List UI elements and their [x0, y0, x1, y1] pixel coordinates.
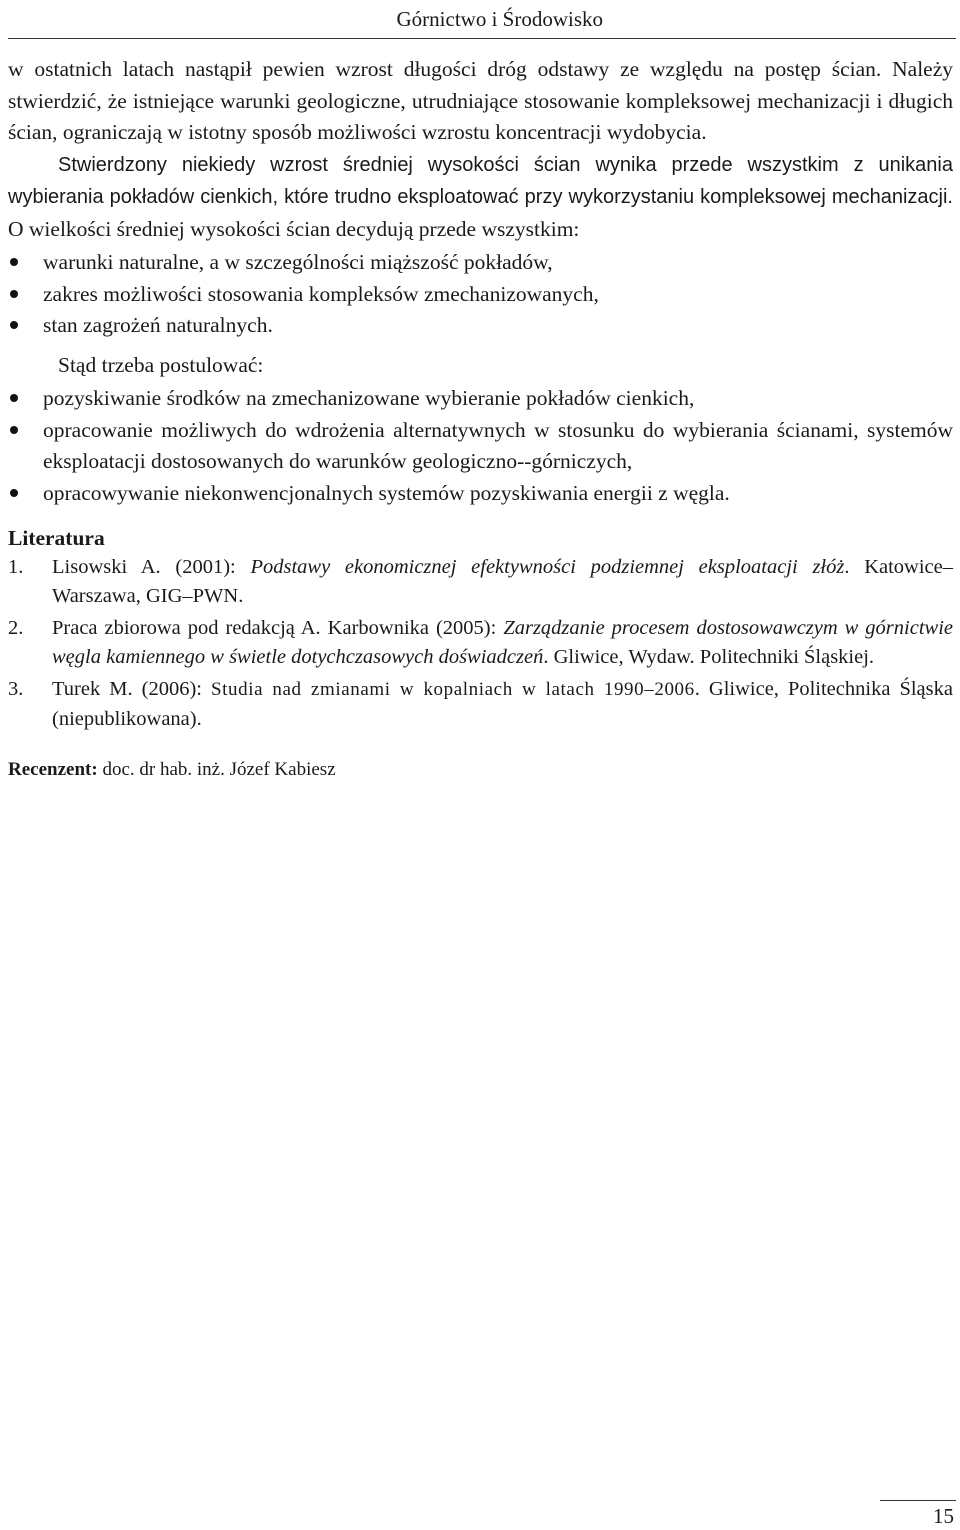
list-item-text: opracowywanie niekonwencjonalnych systemów pozyskiwania energii z węgla. [43, 480, 730, 505]
paragraph-2-serif-part: O wielkości średniej wysokości ścian decydują przede wszystkim: [8, 216, 580, 241]
list-item-text: zakres możliwości stosowania kompleksów zmechanizowanych, [43, 281, 599, 306]
running-header: Górnictwo i Środowisko [396, 7, 603, 31]
reference-number: 1. [8, 556, 24, 578]
reference-publisher: . Gliwice, Politechnika Śląska (niepublikowana). [52, 678, 953, 730]
list-item-text: opracowanie możliwych do wdrożenia alternatywnych w stosunku do wybierania ścianami, systemów eksploatacji dostosowanych do warunków geologiczno--górniczych, [43, 417, 953, 473]
reference-authors: Lisowski A. (2001): [52, 556, 251, 578]
list-item-text: pozyskiwanie środków na zmechanizowane wybieranie pokładów cienkich, [43, 386, 695, 410]
reference-number: 3. [8, 678, 24, 700]
reference-title: Studia nad zmianami w kopalniach w latach 1990–2006 [211, 679, 695, 700]
paragraph-3: Stąd trzeba postulować: [58, 352, 264, 377]
list-item [8, 383, 953, 415]
list-item [8, 247, 953, 279]
reference-item [8, 553, 953, 610]
reference-item [8, 675, 953, 733]
literature-heading: Literatura [8, 526, 105, 550]
reference-publisher: . Katowice–Warszawa, GIG–PWN. [52, 556, 953, 607]
footer-divider [880, 1500, 956, 1501]
reference-item [8, 614, 953, 671]
list-item [8, 415, 953, 478]
reference-title: Podstawy ekonomicznej efektywności podziemnej eksploatacji złóż [250, 556, 845, 578]
reference-publisher: . Gliwice, Wydaw. Politechniki Śląskiej. [543, 645, 875, 668]
page-body [8, 54, 953, 783]
bullet-icon [10, 290, 18, 298]
bullet-icon [10, 426, 18, 434]
paragraph-2 [8, 149, 953, 246]
reviewer-name: doc. dr hab. inż. Józef Kabiesz [97, 759, 336, 780]
reference-list [8, 553, 953, 733]
reference-title: Zarządzanie procesem dostosowawczym w górnictwie węgla kamiennego w świetle dotychczasowych doświadczeń [52, 617, 953, 668]
list-item-text: warunki naturalne, a w szczególności miąższość pokładów, [43, 250, 553, 274]
page-number: 15 [933, 1504, 954, 1528]
bullet-icon [10, 258, 18, 266]
reviewer-label: Recenzent: [8, 759, 98, 780]
paragraph-2-sans-part: Stwierdzony niekiedy wzrost średniej wysokości ścian wynika przede wszystkim z unikania wybierania pokładów cienkich, które trudno eksploatować przy wykorzystaniu kompleksowej mechanizacji. [8, 153, 953, 208]
bullet-icon [10, 489, 18, 497]
reference-authors: Turek M. (2006): [52, 678, 212, 700]
reference-authors: Praca zbiorowa pod redakcją A. Karbownika (2005): [52, 617, 504, 639]
conditions-list [8, 247, 953, 342]
reviewer-line [8, 757, 953, 783]
header-divider [8, 38, 956, 39]
paragraph-1: w ostatnich latach nastąpił pewien wzrost długości dróg odstawy ze względu na postęp ścian. Należy stwierdzić, że istniejące warunki geologiczne, utrudniające stosowanie kompleksowej mechanizacji i długich ścian, ograniczają w istotny sposób możliwości wzrostu koncentracji wydobycia. [8, 57, 953, 144]
list-item-text: stan zagrożeń naturalnych. [43, 313, 273, 337]
reference-number: 2. [8, 617, 24, 639]
list-item [8, 279, 953, 311]
bullet-icon [10, 321, 18, 329]
bullet-icon [10, 394, 18, 402]
list-item [8, 478, 953, 510]
list-item [8, 310, 953, 342]
postulates-list [8, 383, 953, 509]
